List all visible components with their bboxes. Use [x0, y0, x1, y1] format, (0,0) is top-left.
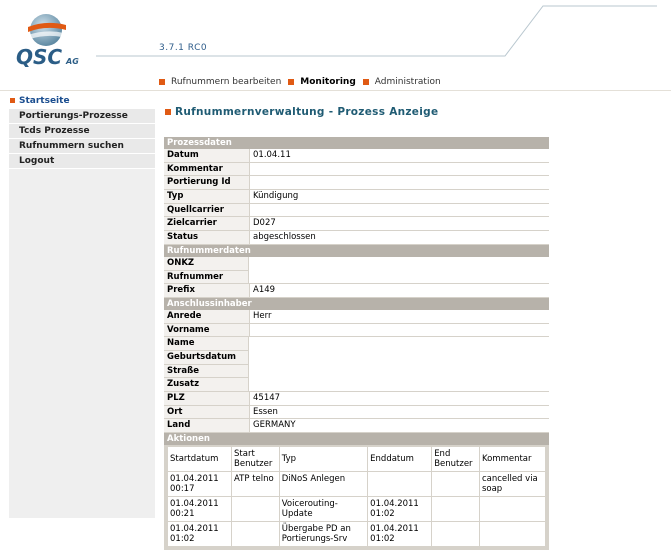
sidebar-item-tcds-prozesse[interactable]: Tcds Prozesse [9, 124, 155, 139]
field-row [164, 149, 549, 163]
field-value: Herr [250, 310, 549, 324]
field-label: Prefix [164, 284, 250, 298]
top-nav [159, 77, 448, 87]
actions-table-wrapper [164, 445, 549, 550]
table-row [168, 522, 545, 546]
field-value: GERMANY [250, 419, 549, 433]
header [0, 0, 671, 78]
field-label: Typ [164, 190, 250, 204]
header-divider [0, 90, 671, 91]
table-header-row [168, 447, 545, 471]
field-value: 01.04.11 [250, 149, 549, 163]
field-label: Geburtsdatum [164, 351, 249, 365]
field-label: Datum [164, 149, 250, 163]
table-cell: Übergabe PD an Portierungs-Srv [280, 522, 367, 546]
field-label: Anrede [164, 310, 250, 324]
bullet-icon [288, 79, 294, 85]
field-block [164, 257, 549, 284]
table-cell: 01.04.2011 01:02 [368, 522, 431, 546]
field-label: Vorname [164, 324, 250, 338]
field-label: Name [164, 337, 249, 351]
field-label: Kommentar [164, 163, 250, 177]
field-label: Portierung Id [164, 176, 250, 190]
topnav-item-administration[interactable] [363, 77, 441, 87]
column-header: Start Benutzer [232, 447, 279, 471]
field-label: Zusatz [164, 378, 249, 392]
table-cell: cancelled via soap [480, 472, 545, 496]
bullet-icon [159, 79, 165, 85]
field-value: D027 [250, 217, 549, 231]
table-cell: ATP telno [232, 472, 279, 496]
field-label: Quellcarrier [164, 204, 250, 218]
section-header-rufnummerdaten: Rufnummerdaten [164, 245, 549, 257]
field-label: Status [164, 231, 250, 245]
bullet-icon [165, 109, 171, 115]
field-row [164, 231, 549, 245]
table-cell: Voicerouting-Update [280, 497, 367, 521]
topnav-label: Administration [374, 77, 441, 87]
field-value: Essen [250, 406, 549, 420]
logo-suffix: AG [66, 57, 79, 66]
field-value: A149 [250, 284, 549, 298]
sidebar-item-rufnummern-suchen[interactable]: Rufnummern suchen [9, 139, 155, 154]
actions-table [167, 446, 546, 547]
table-cell [480, 497, 545, 521]
table-cell [368, 472, 431, 496]
field-row [164, 217, 549, 231]
page-title-text: Rufnummernverwaltung - Prozess Anzeige [175, 106, 439, 118]
field-label: Ort [164, 406, 250, 420]
field-row [164, 392, 549, 406]
column-header: Typ [280, 447, 367, 471]
topnav-label: Monitoring [300, 77, 356, 87]
column-header: Enddatum [368, 447, 431, 471]
field-label: Land [164, 419, 250, 433]
field-row [164, 163, 549, 177]
topnav-item-rufnummern[interactable] [159, 77, 281, 87]
column-header: Startdatum [168, 447, 231, 471]
field-row [164, 284, 549, 298]
table-cell: 01.04.2011 01:02 [168, 522, 231, 546]
table-cell [232, 522, 279, 546]
sidebar-item-portierungs-prozesse[interactable]: Portierungs-Prozesse [9, 109, 155, 124]
field-value [250, 176, 549, 190]
table-cell: 01.04.2011 00:17 [168, 472, 231, 496]
qsc-logo [14, 10, 94, 70]
table-cell [432, 522, 479, 546]
sidebar [9, 94, 155, 518]
table-cell [480, 522, 545, 546]
table-row [168, 472, 545, 496]
table-cell: 01.04.2011 00:21 [168, 497, 231, 521]
section-header-prozessdaten: Prozessdaten [164, 137, 549, 149]
field-row [164, 419, 549, 433]
field-value: 45147 [250, 392, 549, 406]
field-row [164, 324, 549, 338]
field-value [250, 204, 549, 218]
topnav-label: Rufnummern bearbeiten [171, 77, 282, 87]
field-block [164, 337, 549, 392]
field-row [164, 406, 549, 420]
field-value: abgeschlossen [250, 231, 549, 245]
table-cell [432, 497, 479, 521]
table-cell: DiNoS Anlegen [280, 472, 367, 496]
field-value [250, 163, 549, 177]
section-header-anschlussinhaber: Anschlussinhaber [164, 298, 549, 310]
table-cell [232, 497, 279, 521]
field-row [164, 204, 549, 218]
field-value [249, 257, 549, 284]
bullet-icon [363, 79, 369, 85]
field-row [164, 310, 549, 324]
field-value: Kündigung [250, 190, 549, 204]
version-label: 3.7.1 RC0 [159, 43, 208, 53]
field-value [250, 324, 549, 338]
page-title [165, 106, 438, 118]
field-label: Straße [164, 365, 249, 379]
header-decoration [0, 0, 671, 78]
field-label: ONKZ [164, 257, 249, 271]
field-value [249, 337, 549, 392]
section-header-aktionen: Aktionen [164, 433, 549, 445]
table-cell [432, 472, 479, 496]
sidebar-item-startseite[interactable]: Startseite [9, 94, 155, 109]
field-row [164, 176, 549, 190]
field-row [164, 190, 549, 204]
field-label: PLZ [164, 392, 250, 406]
process-detail-panel [164, 137, 549, 550]
logo-text: QSC [16, 45, 63, 69]
field-label: Zielcarrier [164, 217, 250, 231]
table-row [168, 497, 545, 521]
sidebar-item-logout[interactable]: Logout [9, 154, 155, 169]
field-label: Rufnummer [164, 271, 249, 285]
topnav-item-monitoring[interactable] [288, 77, 356, 87]
table-cell: 01.04.2011 01:02 [368, 497, 431, 521]
column-header: Kommentar [480, 447, 545, 471]
column-header: End Benutzer [432, 447, 479, 471]
